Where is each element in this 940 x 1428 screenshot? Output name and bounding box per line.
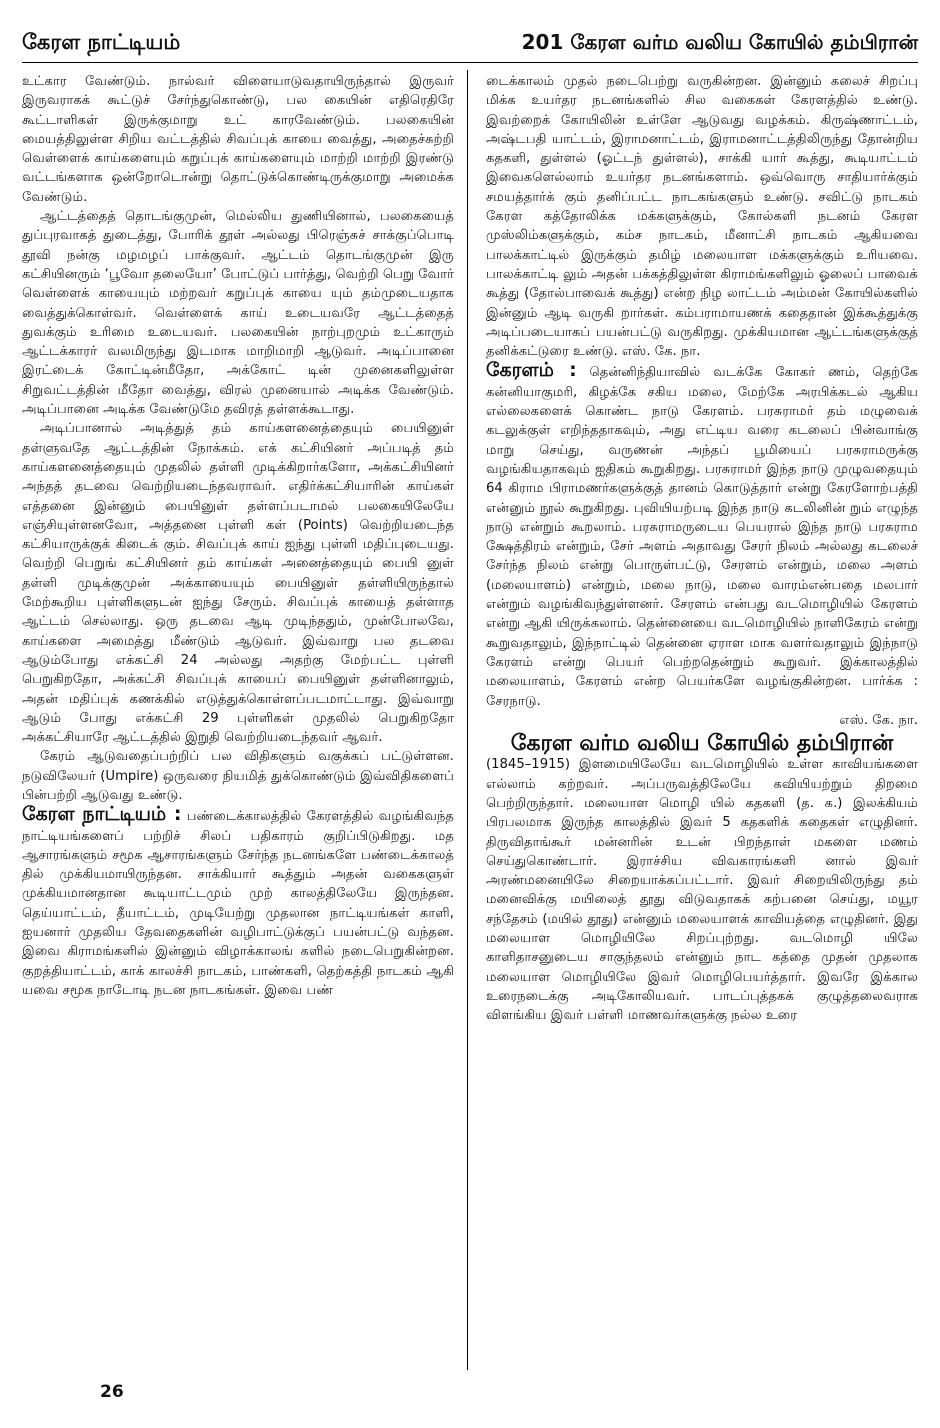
entry-thampuran-body: (1845–1915) இளமையிலேயே வடமொழியில் உள்ள காவியங்களை எல்லாம் கற்றவர். அப்பருவத்திலேயே கவியியற்றும் திறமை பெற்றிருந்தார். மலையாள மொழி யில் கதகளி (த. க.) இலக்கியம் பிரபலமாக இருந்த காலத்தில் இவர் 5 கதகளிக் கதைகள் எழுதினர். திருவிதாங்கூர் மன்னரின் உடன் பிறந்தாள் மகளை மணம் செய்துகொண்டார். இராச்சிய விவகாரங்களி னால் இவர் அரண்மனையிலே சிறையாக்கப்பட்டார். இவர் சிறையிலிருந்து தம் மனைவிக்கு மயிலைத் தூது விடுவதாகக் கற்பனை செய்து, மயூர சந்தேசம் (மயில் தூது) என்னும் மலையாளக் காவியத்தை எழுதினர். இது மலையாள மொழியிலே சிறப்புற்றது. வடமொழி யிலே காளிதாசனுடைய சாகுந்தலம் என்னும் நாட கத்தை முதன் முதலாக மலையாள மொழியிலே இவர் மொழிபெயர்த்தார். இவரே இக்கால உரைநடைக்கு அடிகோலியவர். பாடப்புத்தகக் குழுத்தலைவராக விளங்கிய இவர் பள்ளி மாணவர்களுக்கு நல்ல உரை — [486, 757, 918, 1024]
page-header — [22, 18, 918, 63]
left-paragraph-3: அடிப்பானால் அடித்துத் தம் காய்களனைத்தையும் பையினுள் தள்ளுவதே ஆட்டத்தின் நோக்கம். எக் கட்சியினர் அப்படித் தம் காய்களனைத்தையும் முதலில் தள்ளி முடிக்கிறார்களோ, அக்கட்சியினர் அந்தத் தடவை வெற்றியடைந்தவராவர். எதிர்க்கட்சியாரின் காய்கள் எத்தனை இன்னும் பையினுள் தள்ளப்படாமல் பலகையிலேயே எஞ்சியுள்ளனவோ, அத்தனை புள்ளி கள் (Points) வெற்றியடைந்த கட்சியாருக்குக் கிடைக் கும். சிவப்புக் காய் ஐந்து புள்ளி மதிப்புடையது. வெற்றி பெறுங் கட்சியினர் தம் காய்கள் அனைத்தையும் பையி னுள் தள்ளி முடிக்குமுன் அக்காயையும் பையினுள் தள்ளியிருந்தால் மேற்கூறிய புள்ளிகளுடன் ஐந்து சேரும். சிவப்புக் காயைத் தள்ளாத ஆட்டம் செல்லாது. ஒரு தடவை ஆடி முடிந்ததும், முன்போலவே, காய்களை அமைத்து மீண்டும் ஆடுவர். இவ்வாறு பல தடவை ஆடும்போது எக்கட்சி 24 அல்லது அதற்கு மேற்பட்ட புள்ளி பெறுகிறதோ, அக்கட்சி சிவப்புக் காயைப் பையினுள் தள்ளினாலும், அதன் மதிப்புக் கணக்கில் எடுத்துக்கொள்ளப்படமாட்டாது. இவ்வாறு ஆடும் போது எக்கட்சி 29 புள்ளிகள் முதலில் பெறுகிறதோ அக்கட்சியாரே ஆட்டத்தில் இறுதி வெற்றியடைந்தவர் ஆவர். — [22, 421, 454, 746]
entry-kerala-natyam — [22, 805, 454, 1000]
left-paragraph-1: உட்கார வேண்டும். நால்வர் விளையாடுவதாயிருந்தால் இருவர் இருவராகக் கூட்டுச் சேர்ந்துகொண்டு, பல கையின் எதிரெதிரே கூட்டாளிகள் இருக்குமாறு உட் காரவேண்டும். பலகையின் மையத்திலுள்ள சிறிய வட்டத்தில் சிவப்புக் காயை வைத்து, அதைச்சுற்றி வெள்ளைக் காய்களையும் கறுப்புக் காய்களையும் மாற்றி மாற்றி இரண்டு வட்டங்களாக ஒன்றோடொன்று தொட்டுக்கொண்டிருக்குமாறு அமைக்க வேண்டும். — [22, 74, 454, 205]
entry-keralam — [486, 361, 918, 710]
right-paragraph-1: டைக்காலம் முதல் நடைபெற்று வருகின்றன. இன்னும் கலைச் சிறப்பு மிக்க உயர்தர நடனங்களில் சில வகைகள் கேரளத்தில் உண்டு. இவற்றைக் கோயிலின் உள்ளே ஆடுவது வழக்கம். கிருஷ்ணாட்டம், அஷ்டபதி யாட்டம், இராமனாட்டம், இராமனாட்டத்திலிருந்து தோன்றிய கதகளி, துள்ளல் (ஓட்டந் துள்ளல்), சாக்கி யார் கூத்து, கூடியாட்டம் இவைகளெல்லாம் உயர்தர நடனங்களாம். ஒவ்வொரு சாதியார்க்கும் சமயத்தார்க் கும் தனிப்பட்ட நாடகங்களும் உண்டு. சவிட்டு நாடகம் கேரள கத்தோலிக்க மக்களுக்கும், கோல்களி நடனம் கேரள முஸ்லிம்களுக்கும், கம்ச நாடகம், மீனாட்சி நாடகம் ஆகியவை பாலக்காட்டில் இருக்கும் தமிழ் மலையாள மக்களுக்கும் உரியவை. பாலக்காட்டி லும் அதன் பக்கத்திலுள்ள கிராமங்களிலும் ஓலைப் பாவைக் கூத்து (தோல்பாவைக் கூத்து) என்ற நிழ லாட்டம் அம்மன் கோயில்களில் இன்னும் ஆடி வருகி றார்கள். கம்பராமாயணக் கதைதான் இக்கூத்துக்கு அடிப்படையாகப் பயன்பட்டு வருகிறது. முக்கியமான ஆட்டங்களுக்குத் தனிக்கட்டுரை உண்டு. எஸ். கே. நா. — [486, 74, 918, 360]
entry-body: பண்டைக்காலத்தில் கேரளத்தில் வழங்கிவந்த நாட்டியங்களைப் பற்றிச் சிலப் பதிகாரம் குறிப்பிடுகிறது. மத ஆசாரங்களும் சமூக ஆசாரங்களும் சேர்ந்த நடனங்களே பண்டைக்காலத் தில் முக்கியமாயிருந்தன. சாக்கியார் கூத்தும் அதன் வகைகளுள் முக்கியமானதான கூடியாட்டமும் முற் காலத்திலேயே இருந்தன. தெய்யாட்டம், தீயாட்டம், முடியேற்று முதலான நாட்டியங்கள் காளி, ஐயனார் முதலிய தேவதைகளின் வழிபாட்டுக்குப் பயன்பட்டு வந்தன. இவை கிராமங்களில் இன்னும் விழாக்காலங் களில் நடைபெறுகின்றன. குறத்தியாட்டம், காக் காலச்சி நாடகம், பாண்களி, தெற்கத்தி நாடகம் ஆகி யவை சமூக நாடோடி நடன நாடகங்கள். இவை பண் — [22, 809, 454, 998]
entry-headword: கேரளம் : — [486, 359, 577, 382]
entry-headword: கேரள நாட்டியம் : — [22, 803, 182, 826]
page-number: 26 — [100, 1382, 124, 1402]
left-paragraph-4: கேரம் ஆடுவதைப்பற்றிப் பல விதிகளும் வகுக்கப் பட்டுள்ளன. நடுவிலேயர் (Umpire) ஒருவரை நியமித் துக்கொண்டும் இவ்விதிகளைப் பின்பற்றி ஆடுவது உண்டு. — [22, 749, 454, 803]
entry-title: கேரள வர்ம வலிய கோயில் தம்பிரான் — [510, 731, 894, 757]
left-paragraph-2: ஆட்டத்தைத் தொடங்குமுன், மெல்லிய துணியினால், பலகையைத் துப்புரவாகத் துடைத்து, போரிக் தூள் அல்லது பிரெஞ்சுச் சாக்குப்பொடி தூவி நன்கு மழமழப் பாக்குவர். ஆட்டம் தொடங்குமுன் இரு கட்சியினரும் ‘பூவோ தலையோ’ போட்டுப் பார்த்து, வெற்றி பெறு வோர் வெள்ளைக் காயையும் மற்றவர் கறுப்புக் காயை யும் தம்முடையதாக வைத்துக்கொள்வர். வெள்ளைக் காய் உடையவரே ஆட்டத்தைத் துவக்கும் உரிமை உடையவர். பலகையின் நாற்புறமும் உட்காரும் ஆட்டக்காரர் வலமிருந்து இடமாக மாறிமாறி ஆடுவர். அடிப்பானை இரட்டைக் கோட்டின்மீதோ, அக்கோட் டின் முனைகளிலுள்ள சிறுவட்டத்தின் மீதோ வைத்து, விரல் முனையால் அடிக்க வேண்டும். அடிப்பானை அடிக்க வேண்டுமே தவிரத் தள்ளக்கூடாது. — [22, 209, 454, 418]
column-divider — [467, 70, 468, 1370]
entry-signature: எஸ். கே. நா. — [839, 712, 918, 728]
left-column — [22, 72, 454, 1372]
entry-body: தென்னிந்தியாவில் வடக்கே கோகர் ணம், தெற்கே கன்னியாகுமரி, கிழக்கே சகிய மலை, மேற்கே அரபிக்கடல் ஆகிய எல்லைகளைக் கொண்ட நாடு கேரளம். பரசுராமர் தம் மழுவைக் கடலுக்குள் எறிந்ததாகவும், அது எட்டிய வரை கடலைப் பின்வாங்கு மாறு செய்து, வருணன் அந்தப் பூமியைப் பரசுராமருக்கு வழங்கியதாகவும் ஐதிகம் கூறுகிறது. பரசுராமர் இந்த நாடு முழுவதையும் 64 கிராம பிராமணர்களுக்குத் தானம் கொடுத்தார் என்று கேரளோற்பத்தி என்னும் நூல் கூறுகிறது. புவியியற்படி இந்த நாடு கடலினின் றும் எழுந்த நாடு என்றும் கூறலாம். பரசுராமருடைய பெயரால் இந்த நாடு பரசுராம க்ஷேத்திரம் என்றும், சேர் அளம் அதாவது சேரர் நிலம் அல்லது கடலைச் சேர்ந்த நிலம் என்று பொருள்பட்டு, சேரளம் என்றும், மலை அளம் (மலையாளம்) என்றும், மலை நாடு, மலை வாரம்என்பதை மலபார் என்றும் வழங்கிவந்துள்ளனர். சேரளம் என்பது வடமொழியில் கேரளம் என்று ஆகி யிருக்கலாம். தென்னையை வடமொழியில் நாளிகேரம் என்று கூறுவதாலும், இந்நாட்டில் தென்னை ஏராள மாக வளர்வதாலும் இந்நாடு கேரளம் என்று பெயர் பெற்றதென்றும் கூறுவர். இக்காலத்தில் மலையாளம், கேரளம் என்ற பெயர்களே வழங்குகின்றன. பார்க்க : சேரநாடு. — [486, 365, 918, 709]
header-left-title: கேரள நாட்டியம் — [22, 30, 181, 54]
header-right-title: 201 கேரள வர்ம வலிய கோயில் தம்பிரான் — [521, 30, 918, 54]
right-column — [486, 72, 918, 1372]
